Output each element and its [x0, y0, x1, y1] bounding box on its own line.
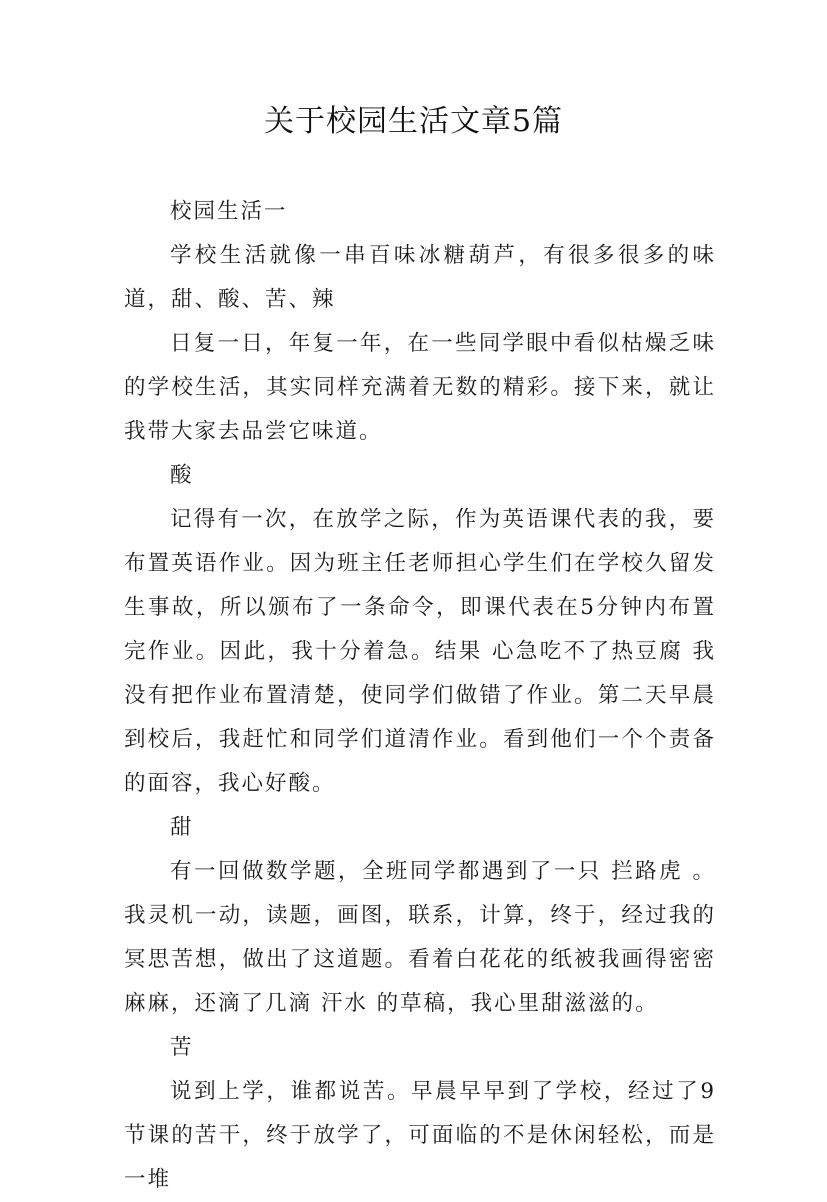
- section-heading: 校园生活一: [170, 199, 288, 224]
- document-title: 关于校园生活文章5篇: [263, 104, 564, 139]
- paragraph: 学校生活就像一串百味冰糖葫芦，有很多很多的味道，甜、酸、苦、辣: [124, 243, 716, 312]
- section-heading: 苦: [170, 1035, 194, 1060]
- paragraph: 有一回做数学题，全班同学都遇到了一只 拦路虎 。我灵机一动，读题，画图，联系，计算，终于，经过我的冥思苦想，做出了这道题。看着白花花的纸被我画得密密麻麻，还滴了几滴 汗水 的草稿，我心里甜滋滋的。: [124, 859, 716, 1016]
- paragraph: 记得有一次，在放学之际，作为英语课代表的我，要布置英语作业。因为班主任老师担心学生们在学校久留发生事故，所以颁布了一条命令，即课代表在5分钟内布置完作业。因此，我十分着急。结果 心急吃不了热豆腐 我没有把作业布置清楚，使同学们做错了作业。第二天早晨到校后，我赶忙和同学们道清作业。看到他们一个个责备的面容，我心好酸。: [124, 507, 716, 796]
- document-body: [124, 190, 716, 1202]
- section-heading: 酸: [170, 463, 194, 488]
- paragraph: 说到上学，谁都说苦。早晨早早到了学校，经过了9节课的苦干，终于放学了，可面临的不是休闲轻松，而是一堆: [124, 1079, 716, 1192]
- section-heading: 甜: [170, 815, 194, 840]
- paragraph: 日复一日，年复一年，在一些同学眼中看似枯燥乏味的学校生活，其实同样充满着无数的精彩。接下来，就让我带大家去品尝它味道。: [124, 331, 716, 444]
